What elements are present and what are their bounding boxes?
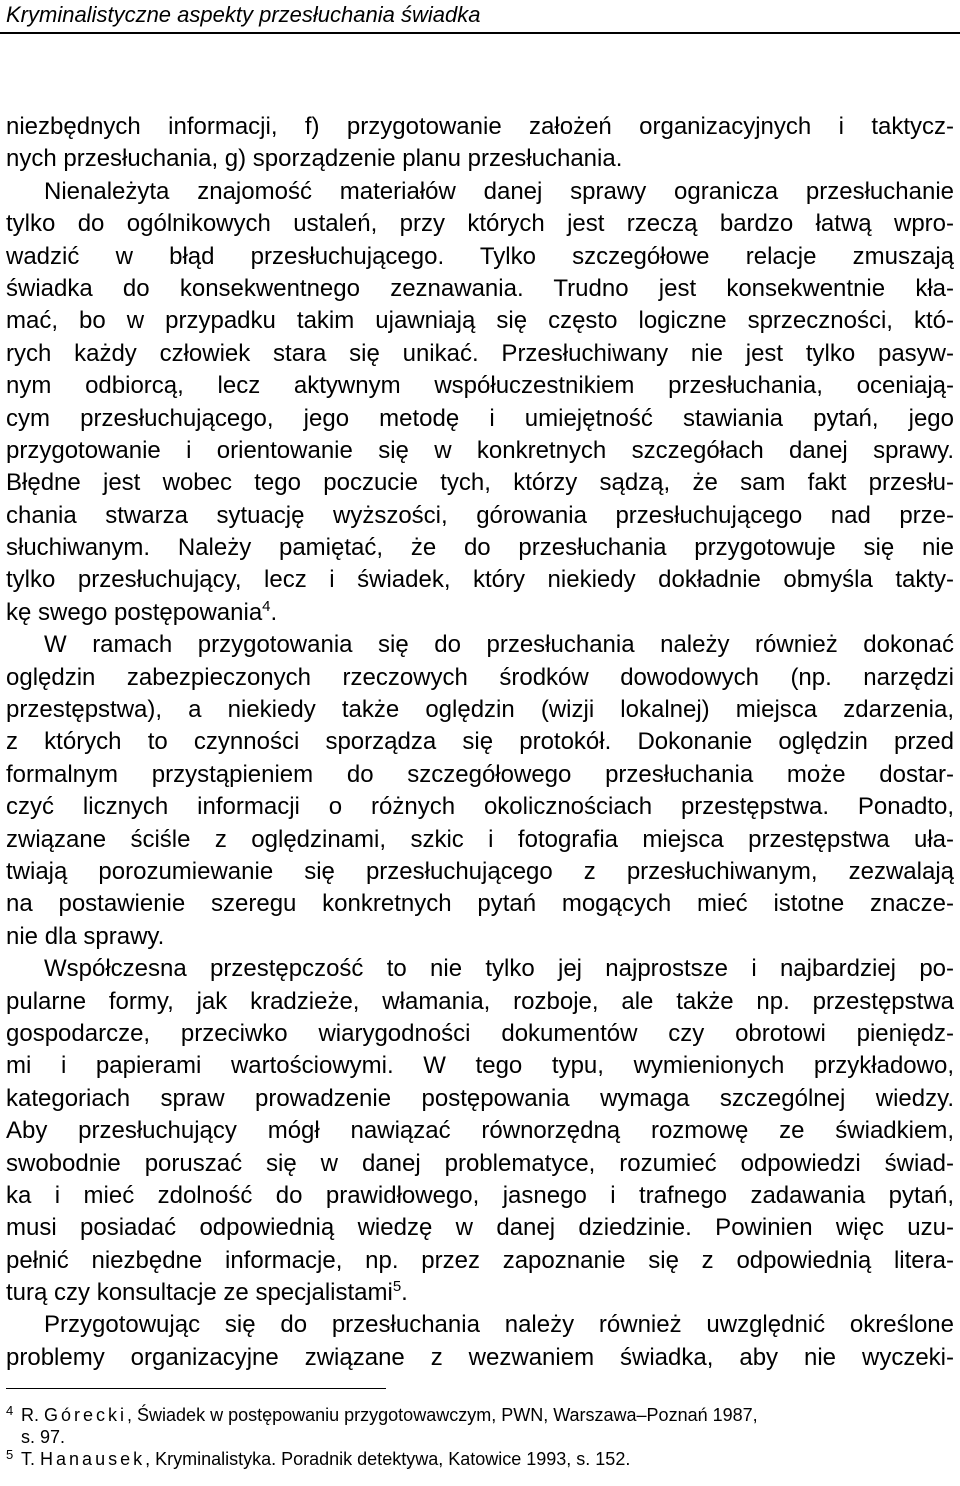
text-line: wadzić w błąd przesłuchującego. Tylko szczegółowe relacje zmuszają — [6, 242, 954, 270]
footnote-5 — [6, 1448, 954, 1470]
author-surname: Hanausek — [40, 1449, 146, 1469]
text-line: kategoriach spraw prowadzenie postępowania wymaga szczególnej wiedzy. — [6, 1084, 954, 1112]
text-line: nie dla sprawy. — [6, 922, 165, 950]
footnotes — [6, 1404, 954, 1470]
text-line: ka i mieć zdolność do prawidłowego, jasnego i trafnego zadawania pytań, — [6, 1181, 954, 1209]
footnote-separator — [6, 1388, 386, 1389]
text-line: Nienależyta znajomość materiałów danej sprawy ogranicza przesłuchanie — [44, 177, 954, 205]
text-line: z których to czynności sporządza się protokół. Dokonanie oględzin przed — [6, 728, 954, 756]
body-text — [6, 111, 954, 1374]
text-line — [6, 1277, 954, 1309]
text-line: twiają porozumiewanie się przesłuchującego z przesłuchiwanym, zezwalają — [6, 857, 954, 885]
footnote-number: 5 — [6, 1447, 14, 1462]
text-line: przestępstwa), a niekiedy także oględzin (wizji lokalnej) miejsca zdarzenia, — [6, 696, 954, 724]
footnote-citation: , Świadek w postępowaniu przygotowawczym, PWN, Warszawa–Poznań 1987, — [127, 1405, 758, 1425]
text-line: swobodnie poruszać się w danej problematyce, rozumieć odpowiedzi świad- — [6, 1149, 954, 1177]
header-rule — [0, 32, 960, 34]
text-line: formalnym przystąpieniem do szczegółowego przesłuchania może dostar- — [6, 760, 954, 788]
text-line: niezbędnych informacji, f) przygotowanie założeń organizacyjnych i taktycz- — [6, 113, 954, 140]
text-line: Współczesna przestępczość to nie tylko jej najprostsze i najbardziej po- — [44, 955, 954, 983]
text-line: tylko przesłuchujący, lecz i świadek, który niekiedy dokładnie obmyśla takty- — [6, 566, 954, 594]
text-line: czyć licznych informacji o różnych okolicznościach przestępstwa. Ponadto, — [6, 793, 954, 821]
text-line: nym odbiorcą, lecz aktywnym współuczestnikiem przesłuchania, oceniają- — [6, 372, 954, 400]
text-line: na postawienie szeregu konkretnych pytań mogących mieć istotne znacze- — [6, 890, 954, 918]
text-line: oględzin zabezpieczonych rzeczowych środków dowodowych (np. narzędzi — [6, 663, 954, 691]
footnote-number: 4 — [6, 1403, 14, 1418]
text-line: pełnić niezbędne informacje, np. przez zapoznanie się z odpowiednią litera- — [6, 1246, 954, 1274]
author-surname: Górecki — [44, 1405, 128, 1425]
text-line: słuchiwanym. Należy pamiętać, że do przesłuchania przygotowuje się nie — [6, 534, 954, 562]
text-line — [6, 597, 954, 629]
text-fragment: kę swego postępowania — [6, 598, 263, 626]
text-line: Przygotowując się do przesłuchania należy również uwzględnić określone — [44, 1311, 954, 1339]
text-line: Błędne jest wobec tego poczucie tych, którzy sądzą, że sam fakt przesłu- — [6, 469, 954, 497]
text-line: W ramach przygotowania się do przesłuchania należy również dokonać — [44, 631, 954, 659]
footnote-citation: , Kryminalistyka. Poradnik detektywa, Katowice 1993, s. 152. — [145, 1449, 631, 1469]
running-header: Kryminalistyczne aspekty przesłuchania świadka — [6, 2, 481, 27]
footnote-4 — [6, 1404, 954, 1426]
text-line: świadka do konsekwentnego zeznawania. Trudno jest konsekwentnie kła- — [6, 274, 954, 302]
text-line: problemy organizacyjne związane z wezwaniem świadka, aby nie wyczeki- — [6, 1343, 954, 1371]
text-line: pularne formy, jak kradzieże, włamania, rozboje, ale także np. przestępstwa — [6, 987, 954, 1015]
footnote-ref-5[interactable]: 5 — [392, 1278, 402, 1296]
text-line: chania stwarza sytuację wyższości, górowania przesłuchującego nad prze- — [6, 501, 954, 529]
text-line: cym przesłuchującego, jego metodę i umiejętność stawiania pytań, jego — [6, 404, 954, 432]
footnote-4-continuation: s. 97. — [21, 1427, 66, 1447]
footnote-ref-4[interactable]: 4 — [262, 597, 271, 615]
sentence-end: . — [401, 1279, 408, 1307]
text-line: gospodarcze, przeciwko wiarygodności dokumentów czy obrotowi pieniędz- — [6, 1019, 954, 1047]
text-line: musi posiadać odpowiednią wiedzę w danej dziedzinie. Powinien więc uzu- — [6, 1214, 954, 1242]
sentence-end: . — [270, 598, 278, 626]
text-line: rych każdy człowiek stara się unikać. Przesłuchiwany nie jest tylko pasyw- — [6, 339, 954, 367]
text-line: tylko do ogólnikowych ustaleń, przy których jest rzeczą bardzo łatwą wpro- — [6, 210, 954, 238]
text-fragment: turą czy konsultacje ze specjalistami — [6, 1279, 393, 1307]
text-line: Aby przesłuchujący mógł nawiązać równorzędną rozmowę ze świadkiem, — [6, 1117, 954, 1145]
text-line: związane ściśle z oględzinami, szkic i fotografia miejsca przestępstwa uła- — [6, 825, 954, 853]
text-line: mać, bo w przypadku takim ujawniają się często logiczne sprzeczności, któ- — [6, 307, 954, 335]
text-line: mi i papierami wartościowymi. W tego typu, wymienionych przykładowo, — [6, 1052, 954, 1080]
author-initial: R. — [21, 1405, 39, 1425]
author-initial: T. — [21, 1449, 36, 1469]
text-line: przygotowanie i orientowanie się w konkretnych szczegółach danej sprawy. — [6, 436, 954, 464]
text-line: nych przesłuchania, g) sporządzenie planu przesłuchania. — [6, 145, 623, 173]
